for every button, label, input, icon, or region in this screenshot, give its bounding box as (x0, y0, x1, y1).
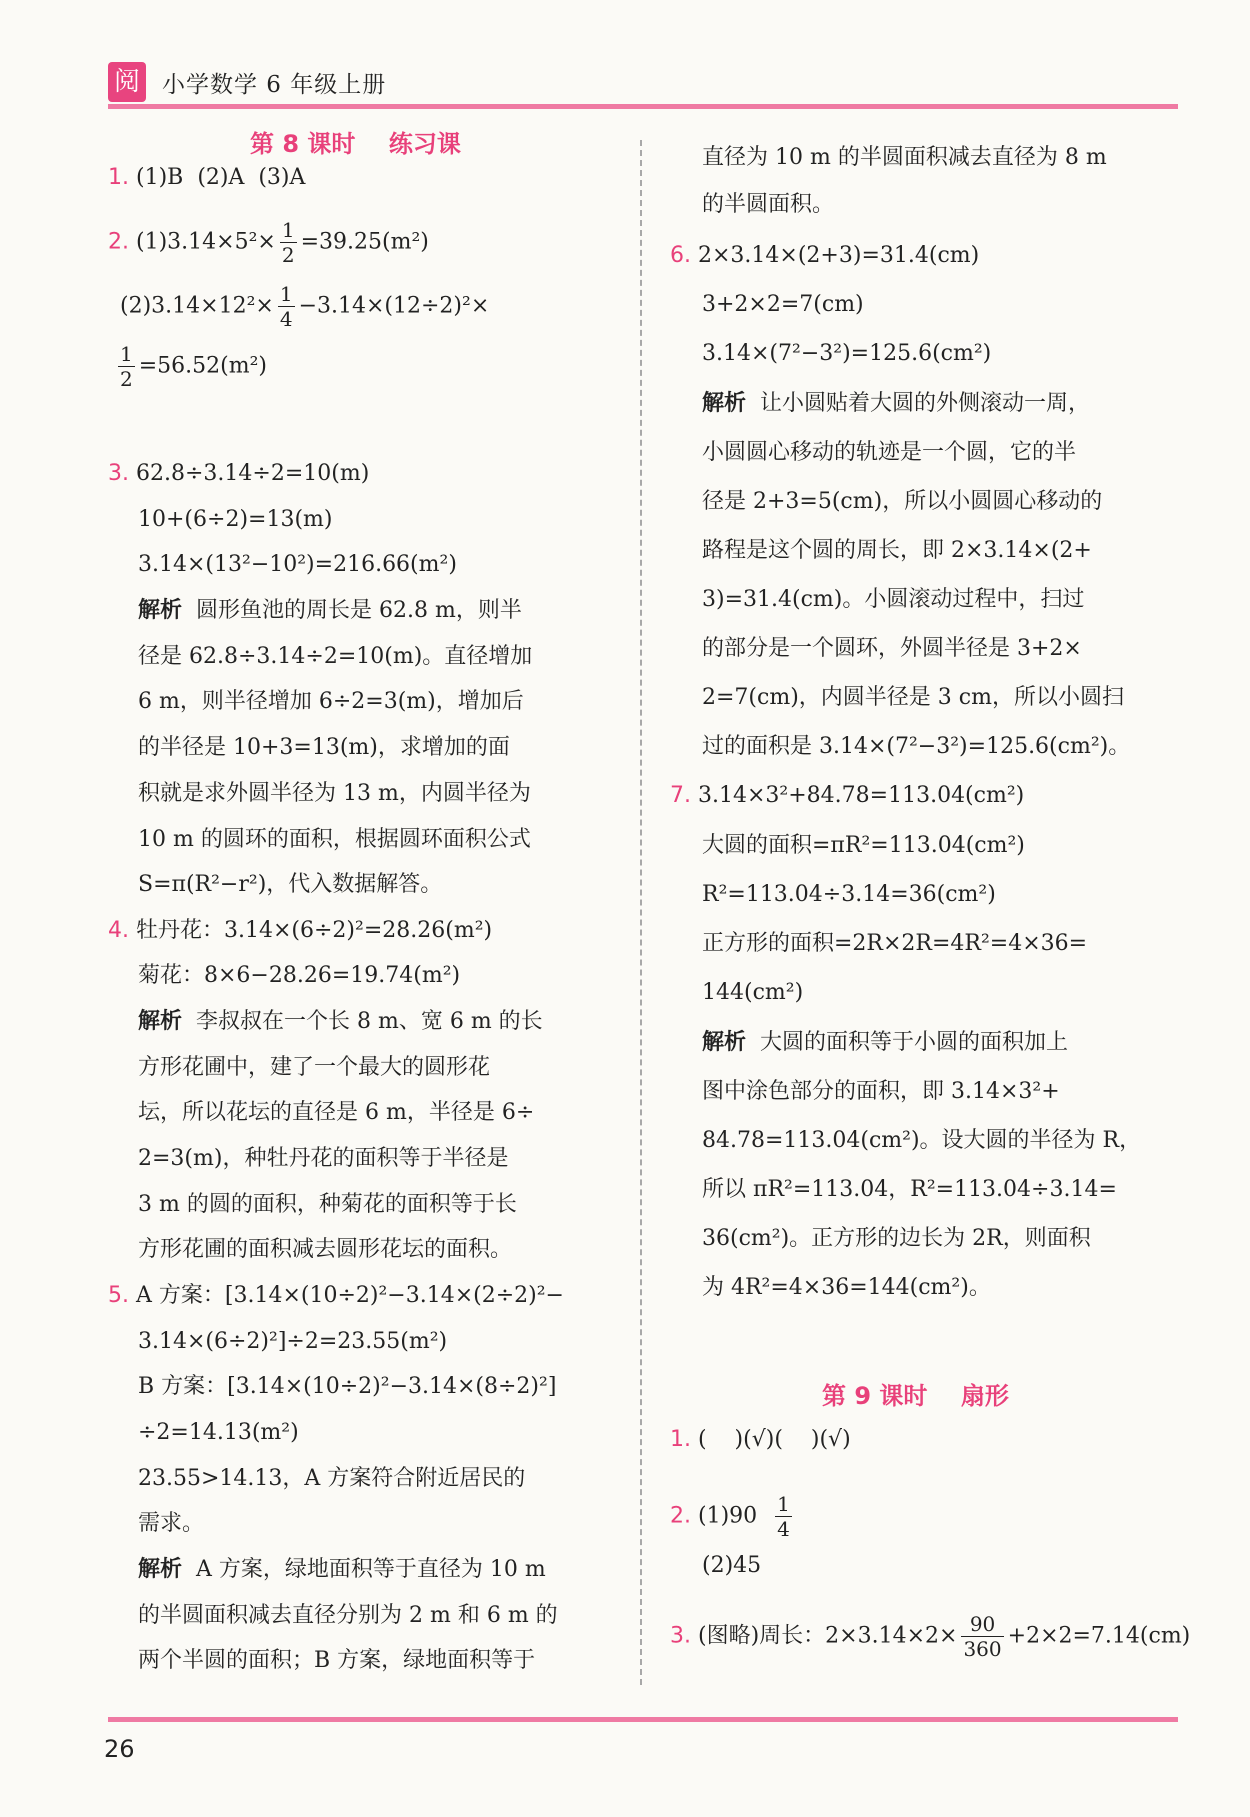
s9-q2-line-1 (670, 1492, 796, 1541)
q5-expr: 3.14×(6÷2)²]÷2=23.55(m²) (138, 1329, 448, 1354)
q3-line-1 (108, 459, 369, 489)
fraction-denominator: 2 (281, 243, 295, 267)
q3-expr: 10+(6÷2)=13(m) (138, 507, 333, 532)
analysis-text: 径是 62.8÷3.14÷2=10(m)。直径增加 (138, 644, 533, 669)
analysis-text: 积就是求外圆半径为 13 m，内圆半径为 (138, 781, 531, 806)
q2-expr-1a: (1)3.14×5²× (136, 229, 276, 255)
analysis-text: 圆形鱼池的周长是 62.8 m，则半 (182, 598, 522, 623)
analysis-text: 图中涂色部分的面积，即 3.14×3²+ (702, 1079, 1060, 1104)
q5-expr: B 方案：[3.14×(10÷2)²−3.14×(8÷2)²] (138, 1374, 557, 1399)
analysis-label: 解析 (138, 1557, 183, 1582)
analysis-text: 6 m，则半径增加 6÷2=3(m)，增加后 (138, 689, 524, 714)
fraction-denominator: 360 (963, 1637, 1002, 1661)
q3-expr: 62.8÷3.14÷2=10(m) (136, 461, 370, 486)
s9-q2-answer: (2)45 (702, 1553, 762, 1578)
s9-q3-expr-b: +2×2=7.14(cm) (1007, 1623, 1191, 1649)
analysis-text: 10 m 的圆环的面积，根据圆环面积公式 (138, 827, 531, 852)
column-divider (640, 140, 642, 1685)
q5-analysis-continued: 的半圆面积。 (702, 192, 835, 217)
analysis-text: 路程是这个圆的周长，即 2×3.14×(2+ (702, 538, 1092, 563)
fraction (961, 1612, 1003, 1661)
analysis-text: 的半径是 10+3=13(m)，求增加的面 (138, 735, 510, 760)
analysis-text: 为 4R²=4×36=144(cm²)。 (702, 1275, 991, 1300)
s9-q3-line (670, 1612, 1190, 1661)
analysis-text: 两个半圆的面积；B 方案，绿地面积等于 (138, 1648, 536, 1673)
q5-expr: 23.55>14.13，A 方案符合附近居民的 (138, 1466, 526, 1491)
analysis-text: 的部分是一个圆环，外圆半径是 3+2× (702, 636, 1082, 661)
analysis-text: 2=3(m)，种牡丹花的面积等于半径是 (138, 1146, 509, 1171)
s9-q1-number: 1. (670, 1427, 691, 1452)
q4-expr: 牡丹花：3.14×(6÷2)²=28.26(m²) (136, 918, 493, 943)
fraction-numerator: 1 (120, 342, 133, 366)
q2-number: 2. (108, 229, 129, 255)
q5-line-1 (108, 1281, 564, 1311)
analysis-text: 36(cm²)。正方形的边长为 2R，则面积 (702, 1226, 1091, 1251)
q3-number: 3. (108, 461, 129, 486)
q1-answer: (1)B (2)A (3)A (136, 165, 306, 190)
q5-analysis-line (138, 1555, 546, 1585)
analysis-text: 2=7(cm)，内圆半径是 3 cm，所以小圆扫 (702, 685, 1124, 710)
fraction-numerator: 1 (777, 1492, 790, 1516)
q6-line-1 (670, 241, 979, 271)
analysis-text: S=π(R²−r²)，代入数据解答。 (138, 872, 443, 897)
analysis-text: 方形花圃中，建了一个最大的圆形花 (138, 1055, 491, 1080)
q7-expr: 3.14×3²+84.78=113.04(cm²) (698, 783, 1025, 808)
q1-number: 1. (108, 165, 129, 190)
q7-expr: R²=113.04÷3.14=36(cm²) (702, 882, 996, 907)
section-title-lesson-8: 第 8 课时 练习课 (250, 130, 461, 158)
q2-expr-2b: −3.14×(12÷2)²× (298, 293, 490, 319)
fraction-denominator: 2 (120, 367, 133, 391)
s9-q2-number: 2. (670, 1503, 691, 1529)
q6-number: 6. (670, 243, 691, 268)
q4-number: 4. (108, 918, 129, 943)
analysis-label: 解析 (702, 1030, 747, 1055)
analysis-text: 3 m 的圆的面积，种菊花的面积等于长 (138, 1192, 517, 1217)
q7-line-1 (670, 781, 1024, 811)
q1-line (108, 163, 305, 193)
analysis-text: 李叔叔在一个长 8 m、宽 6 m 的长 (182, 1009, 543, 1034)
analysis-label: 解析 (138, 1009, 183, 1034)
q2-expr-2a: (2)3.14×12²× (120, 293, 274, 319)
fraction (278, 282, 295, 331)
analysis-text: 3)=31.4(cm)。小圆滚动过程中，扫过 (702, 587, 1085, 612)
analysis-text: 所以 πR²=113.04，R²=113.04÷3.14= (702, 1177, 1117, 1202)
q4-analysis-line (138, 1007, 543, 1037)
q5-expr: A 方案：[3.14×(10÷2)²−3.14×(2÷2)²− (136, 1283, 564, 1308)
fraction (280, 218, 297, 267)
q3-expr: 3.14×(13²−10²)=216.66(m²) (138, 552, 457, 577)
q3-analysis-line (138, 596, 522, 626)
header-rule (108, 104, 1178, 109)
analysis-text: 过的面积是 3.14×(7²−3²)=125.6(cm²)。 (702, 734, 1131, 759)
q7-expr: 144(cm²) (702, 980, 804, 1005)
fraction (118, 342, 135, 391)
q2-line-2 (120, 282, 489, 331)
fraction (775, 1492, 792, 1541)
analysis-text: 的半圆面积减去直径分别为 2 m 和 6 m 的 (138, 1603, 558, 1628)
analysis-text: A 方案，绿地面积等于直径为 10 m (182, 1557, 546, 1582)
analysis-text: 方形花圃的面积减去圆形花坛的面积。 (138, 1237, 513, 1262)
q7-analysis-line (702, 1028, 1068, 1058)
analysis-label: 解析 (702, 391, 747, 416)
s9-q1-line (670, 1425, 851, 1455)
analysis-text: 让小圆贴着大圆的外侧滚动一周， (746, 391, 1091, 416)
book-title: 小学数学 6 年级上册 (162, 72, 387, 98)
s9-q1-answer: ( )(√)( )(√) (698, 1427, 851, 1452)
analysis-text: 径是 2+3=5(cm)，所以小圆圆心移动的 (702, 489, 1103, 514)
analysis-label: 解析 (138, 598, 183, 623)
fraction-denominator: 4 (777, 1517, 790, 1541)
q6-expr: 3.14×(7²−3²)=125.6(cm²) (702, 341, 992, 366)
q2-line-3 (114, 342, 267, 391)
footer-rule (108, 1717, 1178, 1722)
q6-expr: 2×3.14×(2+3)=31.4(cm) (698, 243, 980, 268)
analysis-text: 坛，所以花坛的直径是 6 m，半径是 6÷ (138, 1100, 535, 1125)
q5-number: 5. (108, 1283, 129, 1308)
q5-expr: 需求。 (138, 1511, 205, 1536)
q7-expr: 正方形的面积=2R×2R=4R²=4×36= (702, 931, 1088, 956)
fraction-numerator: 90 (961, 1612, 1003, 1637)
q5-expr: ÷2=14.13(m²) (138, 1420, 299, 1445)
q7-expr: 大圆的面积=πR²=113.04(cm²) (702, 833, 1025, 858)
q5-analysis-continued: 直径为 10 m 的半圆面积减去直径为 8 m (702, 145, 1107, 170)
q6-analysis-line (702, 389, 1090, 419)
s9-q2-answer: (1)90 (698, 1503, 758, 1529)
q2-line-1 (108, 218, 429, 267)
section-title-lesson-9: 第 9 课时 扇形 (822, 1382, 1009, 1410)
book-logo: 阅 (108, 62, 146, 102)
q2-expr-1b: =39.25(m²) (300, 229, 429, 255)
fraction-denominator: 4 (279, 307, 293, 331)
q6-expr: 3+2×2=7(cm) (702, 292, 864, 317)
q4-expr: 菊花：8×6−28.26=19.74(m²) (138, 963, 461, 988)
s9-q3-expr-a: (图略)周长：2×3.14×2× (698, 1623, 958, 1649)
page-number: 26 (104, 1735, 135, 1763)
fraction-numerator: 1 (279, 282, 293, 306)
page-header (108, 58, 1178, 110)
analysis-text: 84.78=113.04(cm²)。设大圆的半径为 R， (702, 1128, 1142, 1153)
fraction-numerator: 1 (281, 218, 295, 242)
analysis-text: 小圆圆心移动的轨迹是一个圆，它的半 (702, 440, 1077, 465)
s9-q3-number: 3. (670, 1623, 691, 1649)
q2-expr-3b: =56.52(m²) (138, 353, 267, 379)
analysis-text: 大圆的面积等于小圆的面积加上 (746, 1030, 1069, 1055)
q7-number: 7. (670, 783, 691, 808)
q4-line-1 (108, 916, 492, 946)
